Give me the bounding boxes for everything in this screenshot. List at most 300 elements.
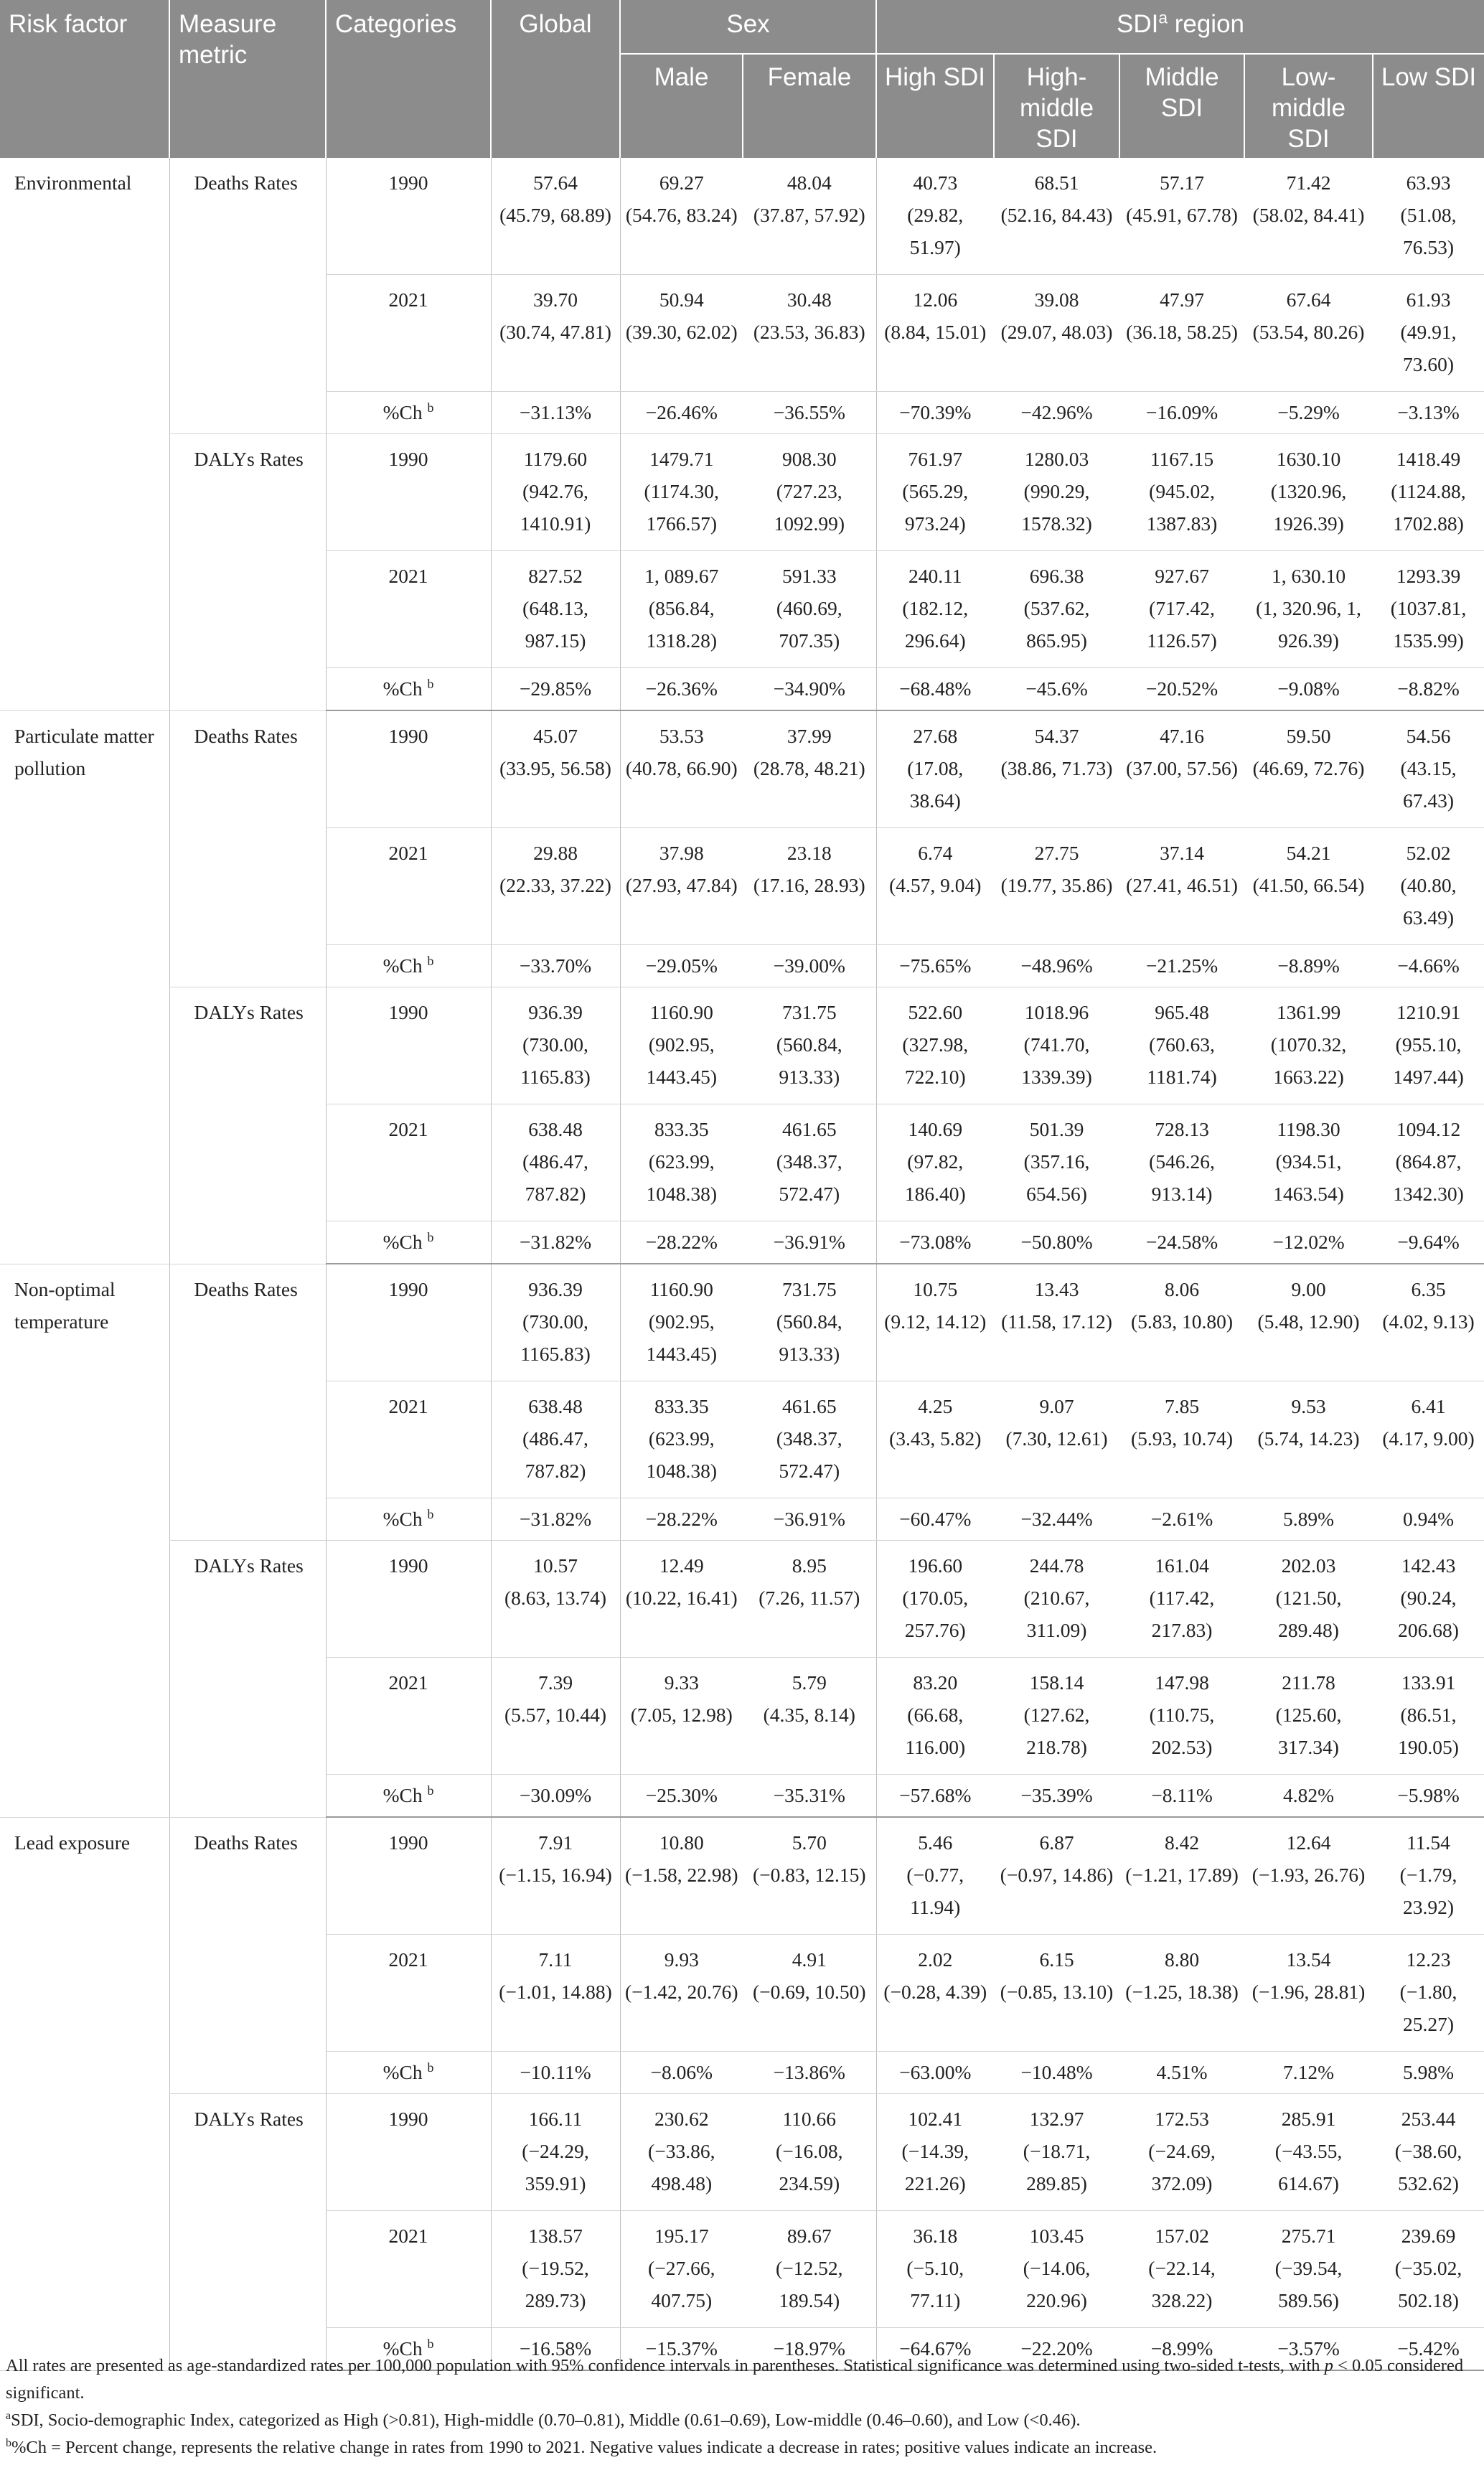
value-cell-male	[620, 828, 743, 945]
value-cell-female	[743, 551, 876, 668]
category-cell	[326, 1775, 491, 1818]
value-cell-low-sdi	[1373, 710, 1484, 828]
footnote-1-p-symbol: p	[1324, 2356, 1333, 2375]
value-cell-low-sdi	[1373, 551, 1484, 668]
point-estimate: 591.33	[781, 565, 837, 587]
confidence-interval: (90.24, 206.68)	[1398, 1587, 1459, 1641]
value-cell-high-middle-sdi	[994, 1264, 1119, 1381]
value-cell-global	[491, 1817, 620, 1935]
confidence-interval: (990.29, 1578.32)	[1021, 480, 1092, 535]
confidence-interval: (51.08, 76.53)	[1400, 204, 1457, 258]
point-estimate: 4.25	[918, 1395, 953, 1417]
category-cell	[326, 1104, 491, 1221]
point-estimate: 1094.12	[1396, 1118, 1461, 1140]
value-cell-low-sdi	[1373, 1104, 1484, 1221]
value-cell-global: −31.13%	[491, 392, 620, 434]
value-cell-female	[743, 1541, 876, 1658]
header-sdi-prefix: SDI	[1116, 10, 1159, 38]
confidence-interval: (4.17, 9.00)	[1382, 1427, 1475, 1450]
category-cell	[326, 1541, 491, 1658]
value-cell-female: −36.55%	[743, 392, 876, 434]
table-body	[0, 158, 1484, 2370]
category-label: 1990	[388, 1001, 428, 1023]
value-cell-low-sdi: −3.13%	[1373, 392, 1484, 434]
confidence-interval: (5.74, 14.23)	[1257, 1427, 1360, 1450]
value-cell-female	[743, 1658, 876, 1775]
confidence-interval: (49.91, 73.60)	[1400, 321, 1457, 375]
confidence-interval: (741.70, 1339.39)	[1021, 1033, 1092, 1088]
category-label: 2021	[388, 842, 428, 864]
value-cell-high-sdi: −60.47%	[876, 1498, 994, 1541]
confidence-interval: (−16.08, 234.59)	[776, 2140, 843, 2194]
category-label: 2021	[388, 1118, 428, 1140]
point-estimate: 69.27	[659, 172, 704, 194]
confidence-interval: (1174.30, 1766.57)	[644, 480, 719, 535]
confidence-interval: (40.80, 63.49)	[1400, 874, 1457, 929]
confidence-interval: (1320.96, 1926.39)	[1270, 480, 1347, 535]
value-cell-low-sdi	[1373, 1935, 1484, 2052]
confidence-interval: (760.63, 1181.74)	[1147, 1033, 1217, 1088]
point-estimate: 30.48	[786, 288, 832, 311]
category-label: 2021	[388, 1671, 428, 1694]
point-estimate: 40.73	[913, 172, 958, 194]
point-estimate: 1, 630.10	[1271, 565, 1346, 587]
value-cell-male: −28.22%	[620, 1221, 743, 1264]
confidence-interval: (327.98, 722.10)	[902, 1033, 969, 1088]
confidence-interval: (730.00, 1165.83)	[520, 1310, 591, 1365]
category-label: 1990	[388, 1278, 428, 1300]
point-estimate: 57.17	[1160, 172, 1204, 194]
value-cell-high-sdi	[876, 1541, 994, 1658]
confidence-interval: (58.02, 84.41)	[1252, 204, 1365, 226]
point-estimate: 12.06	[913, 288, 958, 311]
confidence-interval: (−35.02, 502.18)	[1394, 2257, 1462, 2311]
table-row	[0, 158, 1484, 275]
value-cell-high-sdi	[876, 1381, 994, 1498]
point-estimate: 1160.90	[649, 1001, 713, 1023]
point-estimate: 4.91	[792, 1948, 827, 1971]
confidence-interval: (125.60, 317.34)	[1275, 1704, 1342, 1758]
value-cell-middle-sdi: 4.51%	[1119, 2052, 1244, 2094]
point-estimate: 244.78	[1029, 1554, 1084, 1577]
category-label: 1990	[388, 172, 428, 194]
footnote-3	[6, 2434, 1470, 2461]
value-cell-high-middle-sdi	[994, 434, 1119, 551]
confidence-interval: (37.87, 57.92)	[753, 204, 865, 226]
point-estimate: 1630.10	[1276, 448, 1341, 470]
value-cell-high-sdi	[876, 2094, 994, 2211]
point-estimate: 6.87	[1039, 1831, 1074, 1854]
measure-metric-cell: DALYs Rates	[169, 434, 326, 711]
value-cell-low-middle-sdi	[1244, 1264, 1373, 1381]
value-cell-female: −36.91%	[743, 1221, 876, 1264]
value-cell-high-middle-sdi	[994, 1104, 1119, 1221]
value-cell-low-sdi	[1373, 1381, 1484, 1498]
confidence-interval: (17.08, 38.64)	[907, 757, 964, 812]
confidence-interval: (−1.25, 18.38)	[1125, 1981, 1239, 2003]
confidence-interval: (10.22, 16.41)	[625, 1587, 738, 1609]
confidence-interval: (−39.54, 589.56)	[1274, 2257, 1343, 2311]
value-cell-middle-sdi: −8.99%	[1119, 2328, 1244, 2371]
point-estimate: 211.78	[1282, 1671, 1335, 1694]
confidence-interval: (182.12, 296.64)	[902, 597, 969, 652]
category-label: %Ch	[382, 954, 423, 977]
point-estimate: 12.49	[659, 1554, 704, 1577]
value-cell-global	[491, 1264, 620, 1381]
value-cell-male: −29.05%	[620, 945, 743, 987]
value-cell-high-sdi: −63.00%	[876, 2052, 994, 2094]
footnote-3-marker: b	[6, 2436, 11, 2449]
risk-factor-cell: Particulate matter pollution	[0, 710, 169, 1264]
confidence-interval: (−0.85, 13.10)	[1000, 1981, 1114, 2003]
value-cell-low-sdi	[1373, 1658, 1484, 1775]
point-estimate: 638.48	[528, 1395, 583, 1417]
point-estimate: 54.37	[1034, 725, 1079, 747]
confidence-interval: (730.00, 1165.83)	[520, 1033, 591, 1088]
point-estimate: 1179.60	[523, 448, 588, 470]
value-cell-male: −26.46%	[620, 392, 743, 434]
pct-change-marker: b	[427, 400, 434, 415]
confidence-interval: (−1.15, 16.94)	[499, 1864, 612, 1886]
point-estimate: 61.93	[1406, 288, 1451, 311]
value-cell-low-middle-sdi	[1244, 1104, 1373, 1221]
value-cell-male	[620, 551, 743, 668]
value-cell-high-sdi	[876, 275, 994, 392]
confidence-interval: (4.35, 8.14)	[763, 1704, 855, 1726]
point-estimate: 1280.03	[1024, 448, 1089, 470]
value-cell-low-sdi	[1373, 158, 1484, 275]
confidence-interval: (5.83, 10.80)	[1130, 1310, 1234, 1333]
point-estimate: 196.60	[908, 1554, 963, 1577]
confidence-interval: (36.18, 58.25)	[1126, 321, 1238, 343]
value-cell-low-sdi: 0.94%	[1373, 1498, 1484, 1541]
value-cell-high-sdi: −75.65%	[876, 945, 994, 987]
confidence-interval: (−33.86, 498.48)	[648, 2140, 715, 2194]
value-cell-low-sdi	[1373, 1817, 1484, 1935]
confidence-interval: (1037.81, 1535.99)	[1390, 597, 1467, 652]
confidence-interval: (−1.80, 25.27)	[1399, 1981, 1457, 2035]
point-estimate: 103.45	[1029, 2225, 1084, 2247]
value-cell-female	[743, 710, 876, 828]
category-label: %Ch	[382, 2061, 423, 2083]
point-estimate: 833.35	[654, 1118, 709, 1140]
measure-metric-cell: DALYs Rates	[169, 987, 326, 1264]
point-estimate: 13.54	[1286, 1948, 1331, 1971]
value-cell-high-sdi	[876, 828, 994, 945]
confidence-interval: (170.05, 257.76)	[902, 1587, 969, 1641]
value-cell-low-middle-sdi: 4.82%	[1244, 1775, 1373, 1818]
point-estimate: 9.07	[1039, 1395, 1074, 1417]
confidence-interval: (29.82, 51.97)	[907, 204, 964, 258]
point-estimate: 7.91	[537, 1831, 573, 1854]
point-estimate: 1418.49	[1396, 448, 1461, 470]
value-cell-female: −35.31%	[743, 1775, 876, 1818]
confidence-interval: (−1.01, 14.88)	[499, 1981, 612, 2003]
point-estimate: 89.67	[786, 2225, 832, 2247]
value-cell-female: −36.91%	[743, 1498, 876, 1541]
value-cell-global	[491, 987, 620, 1104]
confidence-interval: (17.16, 28.93)	[753, 874, 865, 896]
value-cell-middle-sdi: −2.61%	[1119, 1498, 1244, 1541]
confidence-interval: (623.99, 1048.38)	[646, 1427, 718, 1482]
value-cell-global	[491, 2211, 620, 2328]
confidence-interval: (−38.60, 532.62)	[1394, 2140, 1462, 2194]
pct-change-marker: b	[427, 2336, 434, 2351]
value-cell-high-sdi	[876, 158, 994, 275]
value-cell-male	[620, 1658, 743, 1775]
value-cell-high-sdi: −73.08%	[876, 1221, 994, 1264]
value-cell-middle-sdi: −24.58%	[1119, 1221, 1244, 1264]
confidence-interval: (565.29, 973.24)	[902, 480, 969, 535]
value-cell-high-middle-sdi	[994, 828, 1119, 945]
point-estimate: 202.03	[1281, 1554, 1336, 1577]
value-cell-global	[491, 1658, 620, 1775]
value-cell-high-middle-sdi: −42.96%	[994, 392, 1119, 434]
confidence-interval: (52.16, 84.43)	[1000, 204, 1113, 226]
value-cell-middle-sdi	[1119, 2094, 1244, 2211]
value-cell-low-middle-sdi	[1244, 2094, 1373, 2211]
value-cell-low-middle-sdi	[1244, 1935, 1373, 2052]
value-cell-global	[491, 434, 620, 551]
value-cell-middle-sdi	[1119, 828, 1244, 945]
point-estimate: 1293.39	[1396, 565, 1461, 587]
confidence-interval: (210.67, 311.09)	[1023, 1587, 1090, 1641]
value-cell-low-middle-sdi: 7.12%	[1244, 2052, 1373, 2094]
confidence-interval: (5.48, 12.90)	[1257, 1310, 1360, 1333]
value-cell-middle-sdi	[1119, 710, 1244, 828]
value-cell-low-middle-sdi	[1244, 1541, 1373, 1658]
value-cell-global	[491, 1541, 620, 1658]
value-cell-male	[620, 710, 743, 828]
value-cell-global: −31.82%	[491, 1498, 620, 1541]
point-estimate: 142.43	[1401, 1554, 1456, 1577]
confidence-interval: (727.23, 1092.99)	[774, 480, 845, 535]
category-cell	[326, 987, 491, 1104]
value-cell-middle-sdi	[1119, 1658, 1244, 1775]
category-cell	[326, 2052, 491, 2094]
point-estimate: 59.50	[1286, 725, 1331, 747]
value-cell-high-sdi	[876, 1104, 994, 1221]
value-cell-global	[491, 551, 620, 668]
point-estimate: 158.14	[1029, 1671, 1084, 1694]
header-sdi-suffix: region	[1167, 10, 1245, 38]
value-cell-low-middle-sdi	[1244, 275, 1373, 392]
value-cell-middle-sdi	[1119, 1935, 1244, 2052]
point-estimate: 39.08	[1034, 288, 1079, 311]
value-cell-female: −39.00%	[743, 945, 876, 987]
value-cell-low-sdi: −5.42%	[1373, 2328, 1484, 2371]
confidence-interval: (560.84, 913.33)	[776, 1310, 842, 1365]
confidence-interval: (−0.83, 12.15)	[752, 1864, 866, 1886]
value-cell-low-middle-sdi	[1244, 987, 1373, 1104]
category-label: 2021	[388, 565, 428, 587]
value-cell-high-middle-sdi: −45.6%	[994, 668, 1119, 711]
point-estimate: 161.04	[1155, 1554, 1209, 1577]
value-cell-male	[620, 434, 743, 551]
category-cell	[326, 945, 491, 987]
confidence-interval: (127.62, 218.78)	[1023, 1704, 1090, 1758]
category-label: 1990	[388, 725, 428, 747]
point-estimate: 5.46	[918, 1831, 953, 1854]
point-estimate: 6.74	[918, 842, 953, 864]
point-estimate: 731.75	[781, 1278, 837, 1300]
confidence-interval: (−1.21, 17.89)	[1125, 1864, 1239, 1886]
value-cell-high-sdi	[876, 1658, 994, 1775]
value-cell-middle-sdi: −20.52%	[1119, 668, 1244, 711]
value-cell-middle-sdi	[1119, 158, 1244, 275]
footnote-2	[6, 2407, 1470, 2434]
value-cell-high-middle-sdi	[994, 275, 1119, 392]
header-low-sdi: Low SDI	[1373, 54, 1484, 158]
point-estimate: 172.53	[1155, 2108, 1209, 2130]
point-estimate: 54.21	[1286, 842, 1331, 864]
point-estimate: 52.02	[1406, 842, 1451, 864]
value-cell-low-middle-sdi: −3.57%	[1244, 2328, 1373, 2371]
value-cell-global	[491, 828, 620, 945]
confidence-interval: (37.00, 57.56)	[1126, 757, 1238, 779]
value-cell-low-middle-sdi	[1244, 2211, 1373, 2328]
value-cell-high-middle-sdi	[994, 158, 1119, 275]
confidence-interval: (11.58, 17.12)	[1001, 1310, 1112, 1333]
point-estimate: 23.18	[786, 842, 832, 864]
point-estimate: 761.97	[908, 448, 963, 470]
point-estimate: 501.39	[1029, 1118, 1084, 1140]
confidence-interval: (110.75, 202.53)	[1149, 1704, 1215, 1758]
header-sdi-sup: a	[1158, 8, 1168, 27]
confidence-interval: (−27.66, 407.75)	[648, 2257, 715, 2311]
footnote-3-text: %Ch = Percent change, represents the relative change in rates from 1990 to 2021. Negative values indicate a decrease in rates; positive values indicate an increase.	[11, 2438, 1157, 2457]
value-cell-global	[491, 1381, 620, 1498]
point-estimate: 50.94	[659, 288, 704, 311]
point-estimate: 230.62	[654, 2108, 709, 2130]
category-cell	[326, 434, 491, 551]
value-cell-male	[620, 1541, 743, 1658]
footnote-1-text-a: All rates are presented as age-standardized rates per 100,000 population with 95% confidence intervals in parentheses. Statistical significance was determined using two-sided t-tests, with	[6, 2356, 1325, 2375]
category-cell	[326, 1817, 491, 1935]
value-cell-female	[743, 1935, 876, 2052]
confidence-interval: (902.95, 1443.45)	[646, 1033, 718, 1088]
value-cell-middle-sdi	[1119, 1817, 1244, 1935]
point-estimate: 132.97	[1029, 2108, 1084, 2130]
confidence-interval: (−0.77, 11.94)	[906, 1864, 964, 1918]
value-cell-global: −33.70%	[491, 945, 620, 987]
value-cell-global: −30.09%	[491, 1775, 620, 1818]
confidence-interval: (45.91, 67.78)	[1126, 204, 1238, 226]
value-cell-high-middle-sdi	[994, 2211, 1119, 2328]
category-label: 2021	[388, 1948, 428, 1971]
point-estimate: 133.91	[1401, 1671, 1456, 1694]
point-estimate: 1018.96	[1024, 1001, 1089, 1023]
value-cell-low-sdi	[1373, 275, 1484, 392]
value-cell-high-middle-sdi	[994, 710, 1119, 828]
value-cell-low-middle-sdi	[1244, 828, 1373, 945]
value-cell-female	[743, 1104, 876, 1221]
category-label: %Ch	[382, 1508, 423, 1530]
value-cell-female: −34.90%	[743, 668, 876, 711]
point-estimate: 1167.15	[1150, 448, 1214, 470]
pct-change-marker: b	[427, 953, 434, 968]
value-cell-low-sdi: −9.64%	[1373, 1221, 1484, 1264]
category-cell	[326, 275, 491, 392]
point-estimate: 83.20	[913, 1671, 958, 1694]
value-cell-middle-sdi	[1119, 1104, 1244, 1221]
category-cell	[326, 668, 491, 711]
point-estimate: 7.85	[1164, 1395, 1200, 1417]
confidence-interval: (1070.32, 1663.22)	[1270, 1033, 1347, 1088]
table-row	[0, 1541, 1484, 1658]
category-label: 1990	[388, 2108, 428, 2130]
value-cell-high-sdi	[876, 1935, 994, 2052]
point-estimate: 166.11	[528, 2108, 583, 2130]
point-estimate: 37.99	[786, 725, 832, 747]
confidence-interval: (27.93, 47.84)	[625, 874, 738, 896]
confidence-interval: (−0.69, 10.50)	[752, 1981, 866, 2003]
value-cell-male: −26.36%	[620, 668, 743, 711]
measure-metric-cell: Deaths Rates	[169, 1817, 326, 2094]
point-estimate: 1, 089.67	[644, 565, 719, 587]
confidence-interval: (348.37, 572.47)	[776, 1427, 842, 1482]
confidence-interval: (39.30, 62.02)	[625, 321, 738, 343]
value-cell-middle-sdi	[1119, 1541, 1244, 1658]
point-estimate: 27.75	[1034, 842, 1079, 864]
point-estimate: 1479.71	[649, 448, 714, 470]
point-estimate: 8.42	[1164, 1831, 1200, 1854]
point-estimate: 522.60	[908, 1001, 963, 1023]
confidence-interval: (357.16, 654.56)	[1023, 1150, 1090, 1205]
confidence-interval: (5.57, 10.44)	[504, 1704, 607, 1726]
header-high-middle-sdi: High-middle SDI	[994, 54, 1119, 158]
point-estimate: 195.17	[654, 2225, 709, 2247]
value-cell-low-middle-sdi	[1244, 551, 1373, 668]
value-cell-high-sdi	[876, 434, 994, 551]
pct-change-marker: b	[427, 676, 434, 691]
value-cell-male: −28.22%	[620, 1498, 743, 1541]
category-label: 1990	[388, 1554, 428, 1577]
category-label: %Ch	[382, 401, 423, 423]
value-cell-high-middle-sdi: −10.48%	[994, 2052, 1119, 2094]
confidence-interval: (121.50, 289.48)	[1275, 1587, 1342, 1641]
value-cell-male	[620, 1935, 743, 2052]
confidence-interval: (8.84, 15.01)	[884, 321, 987, 343]
value-cell-global	[491, 1935, 620, 2052]
header-risk-factor: Risk factor	[0, 0, 169, 158]
confidence-interval: (19.77, 35.86)	[1000, 874, 1113, 896]
confidence-interval: (−1.42, 20.76)	[624, 1981, 738, 2003]
confidence-interval: (−22.14, 328.22)	[1148, 2257, 1216, 2311]
footnote-1-text-b: < 0.05 considered significant.	[6, 2356, 1464, 2403]
value-cell-middle-sdi	[1119, 551, 1244, 668]
point-estimate: 275.71	[1281, 2225, 1336, 2247]
confidence-interval: (38.86, 71.73)	[1000, 757, 1113, 779]
measure-metric-cell: Deaths Rates	[169, 1264, 326, 1541]
confidence-interval: (28.78, 48.21)	[753, 757, 865, 779]
point-estimate: 10.80	[659, 1831, 704, 1854]
confidence-interval: (41.50, 66.54)	[1252, 874, 1365, 896]
confidence-interval: (23.53, 36.83)	[753, 321, 865, 343]
value-cell-male	[620, 158, 743, 275]
value-cell-male: −15.37%	[620, 2328, 743, 2371]
confidence-interval: (−12.52, 189.54)	[776, 2257, 843, 2311]
confidence-interval: (8.63, 13.74)	[504, 1587, 607, 1609]
point-estimate: 6.35	[1411, 1278, 1446, 1300]
confidence-interval: (−18.71, 289.85)	[1023, 2140, 1091, 2194]
category-cell	[326, 1935, 491, 2052]
value-cell-female	[743, 275, 876, 392]
measure-metric-cell: DALYs Rates	[169, 2094, 326, 2371]
value-cell-low-middle-sdi	[1244, 1658, 1373, 1775]
point-estimate: 10.75	[913, 1278, 958, 1300]
point-estimate: 833.35	[654, 1395, 709, 1417]
